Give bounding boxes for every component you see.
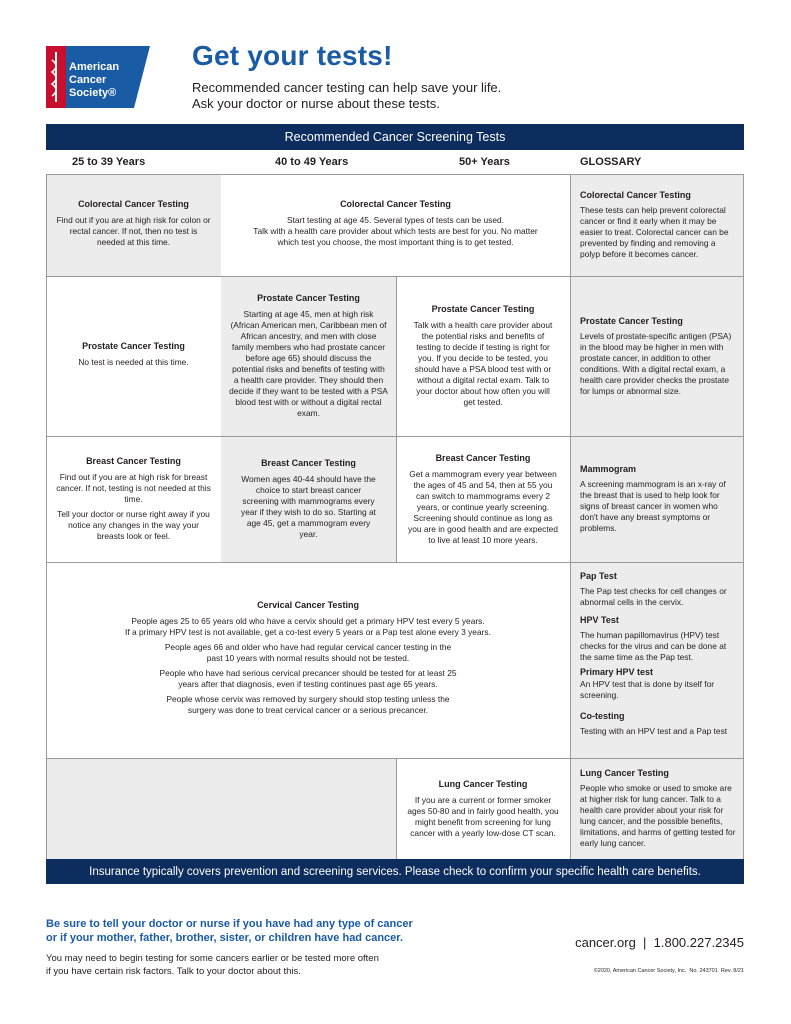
- cervical-p3: People who have had serious cervical precancer should be tested for at least 25 years after that diagnosis, even if testing continues past age 65 years.: [159, 668, 457, 689]
- breast-50plus: [396, 436, 570, 562]
- acs-logo: [46, 46, 150, 108]
- table-rule: [396, 276, 397, 562]
- copyright: ©2020, American Cancer Society, Inc. No. 243701 Rev. 8/21: [593, 968, 744, 974]
- lung-50plus-text: If you are a current or former smoker ages 50-80 and in fairly good health, you might benefit from screening for lung cancer with a yearly low-dose CT scan.: [407, 794, 559, 838]
- breast-40-49-text: Women ages 40-44 should have the choice to start breast cancer screening with mammograms every year if they wish to do so. Starting at age 45, get a mammogram every year.: [241, 474, 376, 539]
- table-rule: [46, 174, 744, 175]
- table-rule: [46, 758, 744, 759]
- prostate-40-49: [221, 276, 396, 436]
- lung-50plus: [396, 758, 570, 859]
- contact-info: cancer.org | 1.800.227.2345: [575, 935, 744, 950]
- cervical-all-ages: [46, 562, 570, 758]
- cervical-title: Cervical Cancer Testing: [257, 600, 359, 610]
- column-header-glossary: GLOSSARY: [580, 156, 642, 168]
- risk-factors-line2: if you have certain risk factors. Talk to your doctor about this.: [46, 966, 301, 977]
- logo-line2: Cancer: [69, 74, 107, 86]
- breast-40-49-title: Breast Cancer Testing: [261, 458, 356, 468]
- cervical-p2: People ages 66 and older who have had regular cervical cancer testing in the past 10 years with normal results should not be tested.: [164, 642, 452, 663]
- glossary-mammogram-text: A screening mammogram is an x-ray of the breast that is used to help look for signs of breast cancer in women who don't have any breast symptoms or problems.: [580, 479, 726, 533]
- colorectal-25-39: [46, 174, 221, 276]
- column-header-40-49: 40 to 49 Years: [275, 156, 349, 168]
- table-rule: [46, 436, 744, 437]
- breast-50plus-text: Get a mammogram every year between the ages of 45 and 54, then at 55 you can switch to mammograms every 2 years, or continue yearly screening. Screening should continue as long as you are in good health and are expected to live at least 10 more years.: [408, 468, 558, 545]
- subtitle-line2: Ask your doctor or nurse about these tests.: [192, 96, 440, 111]
- page-subtitle: [192, 80, 501, 112]
- glossary-cotesting-text: Testing with an HPV test and a Pap test: [580, 726, 728, 736]
- logo-line1: American: [69, 61, 120, 73]
- colorectal-40-plus-text1: Start testing at age 45. Several types of tests can be used.: [287, 214, 504, 225]
- colorectal-40-plus-text2: Talk with a health care provider about which tests are best for you. No matter which test you choose, the most important thing is to get tested.: [253, 225, 538, 247]
- column-header-25-39: 25 to 39 Years: [72, 156, 146, 168]
- breast-25-39: [46, 436, 221, 562]
- glossary-hpv-title: HPV Test: [580, 615, 619, 625]
- prostate-40-49-text: Starting at age 45, men at high risk (African American men, Caribbean men of African ancestry, and men with close family members who had prostate cancer before age 65) should discuss the potential risks and benefits of testing with a health care provider. They should then decide if they want to be tested with a PSA blood test with or without a digital rectal exam.: [229, 309, 388, 418]
- glossary-colorectal-text: These tests can help prevent colorectal cancer or find it early when it may be easier to treat. Colorectal cancer can be prevented by finding and removing a polyp before it becomes cancer.: [580, 205, 729, 259]
- prostate-50plus-title: Prostate Cancer Testing: [431, 304, 535, 314]
- breast-50plus-title: Breast Cancer Testing: [435, 452, 531, 463]
- prostate-50plus-text: Talk with a health care provider about the potential risks and benefits of testing to decide if testing is right for you. If you decide to be tested, you should have a PSA blood test with or without a digital rectal exam. Talk to your doctor about how often you will get tested.: [413, 320, 553, 407]
- glossary-cotesting-title: Co-testing: [580, 711, 625, 721]
- glossary-primary-hpv-text: An HPV test that is done by itself for screening.: [580, 679, 715, 700]
- glossary-cervical: [570, 562, 744, 758]
- lung-under-50: [46, 758, 396, 859]
- family-history-line1: Be sure to tell your doctor or nurse if you have had any type of cancer: [46, 918, 413, 930]
- glossary-pap-text: The Pap test checks for cell changes or abnormal cells in the cervix.: [580, 586, 727, 607]
- table-rule: [46, 562, 744, 563]
- table-rule: [46, 174, 47, 859]
- prostate-25-39: [46, 276, 221, 436]
- breast-40-49: [221, 436, 396, 562]
- glossary-prostate-title: Prostate Cancer Testing: [580, 315, 683, 326]
- screening-table: [46, 174, 744, 859]
- glossary-colorectal-title: Colorectal Cancer Testing: [580, 190, 691, 200]
- glossary-colorectal: [570, 174, 744, 276]
- table-rule: [46, 276, 744, 277]
- glossary-lung-text: People who smoke or used to smoke are at higher risk for lung cancer. Talk to a health care provider about your risk for lung cancer, and the possible benefits, limitations, and harms of getting tested for early lung cancer.: [580, 783, 736, 848]
- page-title: Get your tests!: [192, 40, 393, 71]
- cervical-p4: People whose cervix was removed by surgery should stop testing unless the surgery was done to treat cervical cancer or a serious precancer.: [166, 694, 450, 715]
- glossary-hpv-text: The human papillomavirus (HPV) test checks for the virus and can be done at the same time as the Pap test.: [580, 630, 727, 662]
- prostate-25-39-text: No test is needed at this time.: [78, 356, 189, 367]
- family-history-note: [46, 917, 413, 945]
- breast-25-39-text2: Tell your doctor or nurse right away if you notice any changes in the way your breasts look or feel.: [57, 509, 210, 541]
- breast-25-39-text1: Find out if you are at high risk for breast cancer. If not, testing is not needed at this time.: [56, 472, 211, 504]
- glossary-prostate-text: Levels of prostate-specific antigen (PSA) in the blood may be higher in men with prostate cancer, in addition to other conditions. With a digital rectal exam, a health care provider checks the prostate for lumps or abnormal size.: [580, 330, 732, 396]
- prostate-40-49-title: Prostate Cancer Testing: [257, 293, 360, 303]
- table-rule: [396, 758, 397, 859]
- glossary-lung-title: Lung Cancer Testing: [580, 768, 669, 778]
- acs-logo-graphic: [46, 46, 150, 108]
- table-rule: [570, 174, 571, 859]
- colorectal-40-plus: [221, 174, 570, 276]
- cervical-p1b: If a primary HPV test is not available, get a co-test every 5 years or a Pap test alone every 3 years.: [125, 627, 491, 637]
- cervical-p1: People ages 25 to 65 years old who have a cervix should get a primary HPV test every 5 years.: [131, 616, 485, 626]
- colorectal-40-plus-title: Colorectal Cancer Testing: [340, 198, 451, 209]
- glossary-mammogram-title: Mammogram: [580, 464, 637, 474]
- colorectal-25-39-title: Colorectal Cancer Testing: [78, 198, 189, 209]
- column-header-50plus: 50+ Years: [459, 156, 510, 168]
- prostate-25-39-title: Prostate Cancer Testing: [82, 340, 185, 351]
- risk-factors-line1: You may need to begin testing for some cancers earlier or be tested more often: [46, 953, 379, 964]
- table-banner: Recommended Cancer Screening Tests: [46, 124, 744, 150]
- glossary-lung: [570, 758, 744, 859]
- glossary-mammogram: [570, 436, 744, 562]
- glossary-primary-hpv-title: Primary HPV test: [580, 667, 654, 677]
- breast-25-39-title: Breast Cancer Testing: [86, 456, 181, 466]
- subtitle-line1: Recommended cancer testing can help save your life.: [192, 80, 502, 95]
- glossary-pap-title: Pap Test: [580, 571, 617, 581]
- table-rule: [743, 174, 744, 859]
- glossary-prostate: [570, 276, 744, 436]
- prostate-50plus: [396, 276, 570, 436]
- colorectal-25-39-text: Find out if you are at high risk for colon or rectal cancer. If not, then no test is needed at this time.: [56, 214, 211, 247]
- risk-factors-note: [46, 952, 379, 978]
- family-history-line2: or if your mother, father, brother, sister, or children have had cancer.: [46, 932, 404, 944]
- logo-line3: Society®: [69, 87, 117, 99]
- insurance-banner: Insurance typically covers prevention and screening services. Please check to confirm your specific health care benefits.: [46, 859, 744, 884]
- lung-50plus-title: Lung Cancer Testing: [438, 778, 528, 789]
